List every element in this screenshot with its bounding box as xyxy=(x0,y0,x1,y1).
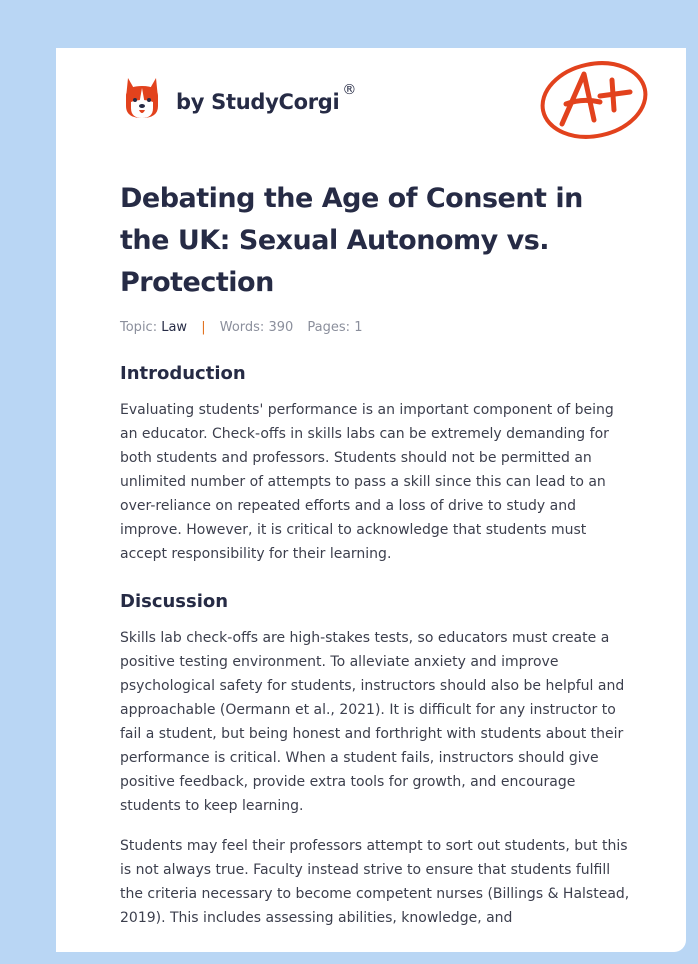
words-count: 390 xyxy=(268,320,294,335)
pages-count: 1 xyxy=(354,320,363,335)
paragraph: Skills lab check-offs are high-stakes tests, so educators must create a positive testing environment. To alleviate anxiety and improve psychological safety for students, instructors should also be helpful and approachable (Oermann et al., 2021). It is difficult for any instructor to fail a student, but being honest and forthright with students about their performance is critical. When a student fails, instructors should give positive feedback, provide extra tools for growth, and encourage students to keep learning. xyxy=(120,630,625,814)
paragraph: Evaluating students' performance is an important component of being an educator. Check-offs in skills labs can be extremely demanding for both students and professors. Students should not be permitted an unlimited number of attempts to pass a skill since this can lead to an over-reliance on repeated efforts and a loss of drive to study and improve. However, it is critical to acknowledge that students must accept responsibility for their learning. xyxy=(120,402,614,562)
brand-logo[interactable] xyxy=(122,76,356,120)
paragraph: Students may feel their professors attempt to sort out students, but this is not always true. Faculty instead strive to ensure that students fulfill the criteria necessary to become competent nurses (Billings & Halstead, 2019). This includes assessing abilities, knowledge, and xyxy=(120,838,630,926)
brand-name: by StudyCorgi ® xyxy=(176,82,357,114)
pages-label: Pages: xyxy=(307,320,351,335)
a-plus-grade-icon xyxy=(538,58,650,142)
topic-link[interactable]: Law xyxy=(161,320,188,335)
words-label: Words: xyxy=(219,320,265,335)
document-page xyxy=(56,48,686,952)
corgi-logo-icon xyxy=(122,76,162,120)
section-heading-discussion: Discussion xyxy=(120,591,229,612)
topic-label: Topic: xyxy=(120,320,158,335)
meta-separator: | xyxy=(201,320,206,335)
section-heading-introduction: Introduction xyxy=(120,363,246,384)
document-content xyxy=(120,178,630,946)
document-meta xyxy=(120,318,630,338)
page-title: Debating the Age of Consent in the UK: Sexual Autonomy vs. Protection xyxy=(120,183,583,298)
registered-mark: ® xyxy=(342,82,357,98)
